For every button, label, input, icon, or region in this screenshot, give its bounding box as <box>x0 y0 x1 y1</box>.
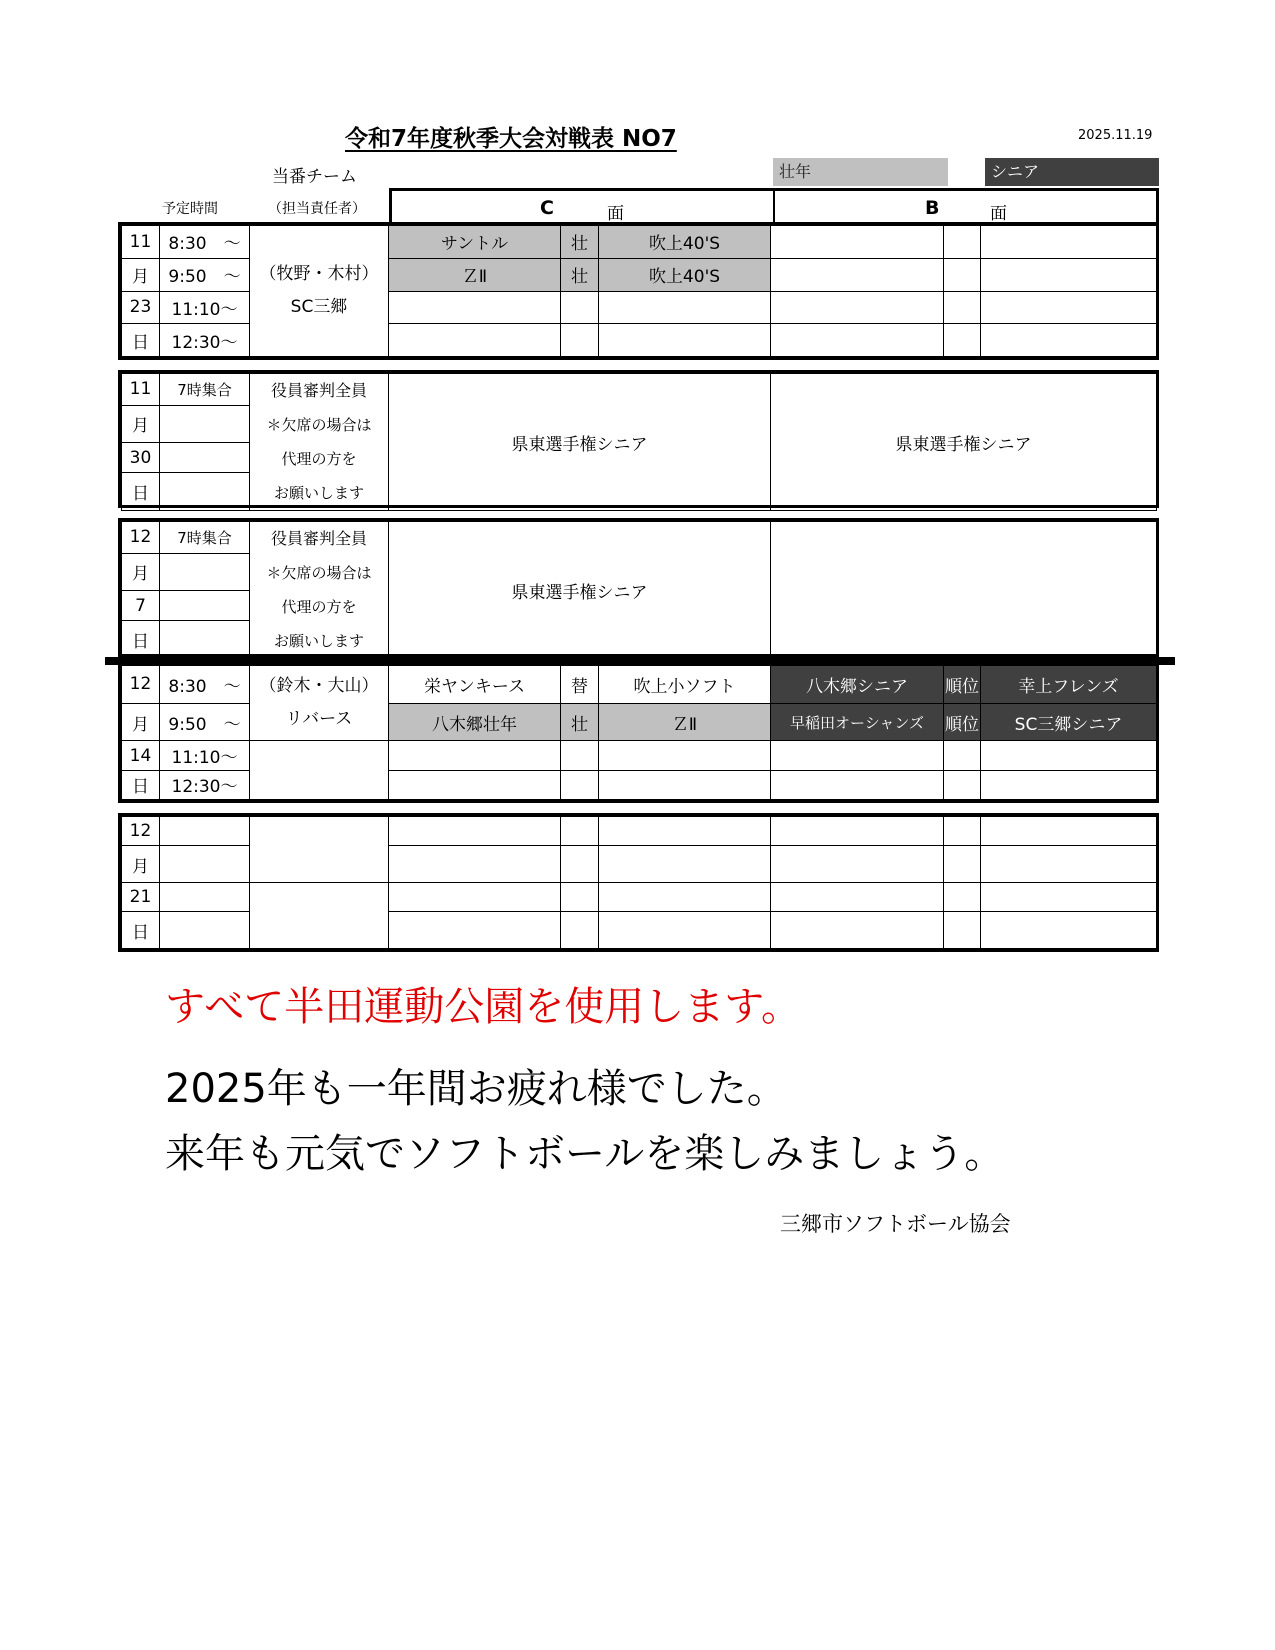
b-team-b <box>981 258 1157 291</box>
tanto-cell <box>250 226 389 357</box>
tanto-line: 代理の方を <box>281 450 357 468</box>
legend-senior: シニア <box>985 158 1159 186</box>
b-match-mark <box>944 741 981 770</box>
time-slot-empty <box>160 591 250 621</box>
b-match-mark <box>944 324 981 357</box>
tanto-cell-empty <box>250 882 389 948</box>
face-c-letter: C <box>540 197 554 219</box>
c-match-mark <box>561 741 599 770</box>
event-b-face <box>771 522 1157 659</box>
c-team-b: ＺⅡ <box>599 703 771 741</box>
time-slot: 9:50 ～ <box>160 258 250 291</box>
association-name: 三郷市ソフトボール協会 <box>780 1212 1011 1236</box>
date-cell: 日 <box>122 473 160 511</box>
c-team-b: 吹上40'S <box>599 258 771 291</box>
schedule-block-dec14 <box>118 665 1159 803</box>
date-cell: 23 <box>122 291 160 324</box>
c-team-b <box>599 291 771 324</box>
tanto-line: （牧野・木村） <box>259 264 379 284</box>
c-team-a <box>389 324 561 357</box>
c-team-a: サントル <box>389 226 561 259</box>
b-match-mark <box>944 770 981 799</box>
date-cell: 月 <box>122 553 160 590</box>
date-cell: 30 <box>122 443 160 473</box>
closing-message-line1: 2025年も一年間お疲れ様でした。 <box>165 1066 787 1112</box>
empty-cell <box>981 882 1157 911</box>
thick-separator <box>105 657 1175 665</box>
tanto-line: 役員審判全員 <box>270 381 367 400</box>
issue-date: 2025.11.19 <box>1078 128 1153 143</box>
c-team-a: ＺⅡ <box>389 258 561 291</box>
toban-label: 当番チーム <box>272 167 357 187</box>
date-cell: 14 <box>122 741 160 770</box>
empty-cell <box>981 817 1157 846</box>
b-team-b <box>981 226 1157 259</box>
empty-cell <box>561 882 599 911</box>
empty-cell <box>944 912 981 949</box>
date-cell: 日 <box>122 324 160 357</box>
b-match-mark: 順位 <box>944 703 981 741</box>
time-slot-empty <box>160 443 250 473</box>
time-slot: 9:50 ～ <box>160 703 250 741</box>
face-b-letter: B <box>925 197 940 219</box>
c-team-b: 吹上40'S <box>599 226 771 259</box>
time-slot-empty <box>160 405 250 442</box>
c-team-a: 八木郷壮年 <box>389 703 561 741</box>
time-slot: 12:30～ <box>160 324 250 357</box>
empty-cell <box>599 882 771 911</box>
b-match-mark <box>944 291 981 324</box>
event-c-face: 県東選手権シニア <box>389 522 771 659</box>
empty-cell <box>944 846 981 883</box>
empty-cell <box>389 882 561 911</box>
empty-cell <box>561 817 599 846</box>
b-match-mark <box>944 226 981 259</box>
b-team-a: 早稲田オーシャンズ <box>771 703 944 741</box>
legend-sonen: 壮年 <box>773 158 948 186</box>
empty-cell <box>771 817 944 846</box>
c-match-mark <box>561 324 599 357</box>
tanto-line: お願いします <box>273 484 364 502</box>
b-team-b <box>981 324 1157 357</box>
b-team-a <box>771 770 944 799</box>
date-cell: 日 <box>122 912 160 949</box>
date-cell: 月 <box>122 846 160 883</box>
c-match-mark: 壮 <box>561 258 599 291</box>
c-team-b <box>599 741 771 770</box>
time-slot-empty <box>160 846 250 883</box>
b-team-a <box>771 741 944 770</box>
empty-cell <box>599 817 771 846</box>
time-slot: 11:10～ <box>160 291 250 324</box>
b-team-b: SC三郷シニア <box>981 703 1157 741</box>
empty-cell <box>389 912 561 949</box>
col-header-time: 予定時間 <box>162 201 218 217</box>
schedule-block-nov23 <box>118 222 1159 360</box>
venue-notice: すべて半田運動公園を使用します。 <box>165 984 801 1030</box>
c-match-mark: 替 <box>561 666 599 704</box>
tanto-line: SC三郷 <box>290 297 348 317</box>
date-cell: 12 <box>122 666 160 704</box>
tanto-cell <box>250 666 389 741</box>
c-match-mark <box>561 291 599 324</box>
page-title: 令和7年度秋季大会対戦表 NO7 <box>345 126 677 152</box>
b-team-a <box>771 291 944 324</box>
c-team-b: 吹上小ソフト <box>599 666 771 704</box>
empty-cell <box>389 846 561 883</box>
tanto-cell <box>250 374 389 511</box>
empty-cell <box>981 912 1157 949</box>
time-slot-empty <box>160 553 250 590</box>
b-team-a <box>771 226 944 259</box>
empty-cell <box>599 846 771 883</box>
empty-cell <box>981 846 1157 883</box>
b-team-b <box>981 291 1157 324</box>
b-match-mark <box>944 258 981 291</box>
face-c-header <box>392 191 773 222</box>
schedule-block-dec21 <box>118 813 1159 952</box>
tanto-line: ＊欠席の場合は <box>266 564 372 582</box>
time-slot-empty <box>160 473 250 511</box>
date-cell: 11 <box>122 226 160 259</box>
face-b-header <box>773 191 1156 222</box>
c-team-b <box>599 324 771 357</box>
time-slot: 8:30 ～ <box>160 666 250 704</box>
c-team-a <box>389 741 561 770</box>
b-team-b <box>981 770 1157 799</box>
date-cell: 21 <box>122 882 160 911</box>
b-team-a <box>771 258 944 291</box>
schedule-block-nov30 <box>118 370 1159 508</box>
empty-cell <box>771 912 944 949</box>
tanto-line: ＊欠席の場合は <box>266 416 372 434</box>
date-cell: 月 <box>122 703 160 741</box>
time-slot-empty <box>160 817 250 846</box>
gather-time: 7時集合 <box>160 522 250 554</box>
c-team-b <box>599 770 771 799</box>
face-c-men: 面 <box>607 204 624 224</box>
empty-cell <box>944 882 981 911</box>
c-team-a: 栄ヤンキース <box>389 666 561 704</box>
c-match-mark <box>561 770 599 799</box>
tanto-cell-empty <box>250 817 389 883</box>
col-header-tanto: （担当責任者） <box>268 201 366 217</box>
c-team-a <box>389 770 561 799</box>
c-match-mark: 壮 <box>561 703 599 741</box>
date-cell: 11 <box>122 374 160 406</box>
schedule-block-dec7 <box>118 518 1159 657</box>
c-team-a <box>389 291 561 324</box>
tanto-cell-empty <box>250 741 389 800</box>
time-slot-empty <box>160 621 250 659</box>
empty-cell <box>561 912 599 949</box>
date-cell: 月 <box>122 258 160 291</box>
date-cell: 月 <box>122 405 160 442</box>
tanto-line: （鈴木・大山） <box>259 676 379 697</box>
time-slot: 8:30 ～ <box>160 226 250 259</box>
gather-time: 7時集合 <box>160 374 250 406</box>
empty-cell <box>561 846 599 883</box>
empty-cell <box>599 912 771 949</box>
time-slot-empty <box>160 882 250 911</box>
date-cell: 7 <box>122 591 160 621</box>
tanto-line: 役員審判全員 <box>270 529 367 548</box>
tanto-line: 代理の方を <box>281 598 357 616</box>
empty-cell <box>771 882 944 911</box>
event-c-face: 県東選手権シニア <box>389 374 771 511</box>
b-team-a <box>771 324 944 357</box>
b-team-b <box>981 741 1157 770</box>
c-match-mark: 壮 <box>561 226 599 259</box>
event-b-face: 県東選手権シニア <box>771 374 1157 511</box>
time-slot-empty <box>160 912 250 949</box>
b-team-a: 八木郷シニア <box>771 666 944 704</box>
tanto-line: リバース <box>285 709 353 730</box>
face-header-row <box>389 188 1159 222</box>
face-b-men: 面 <box>990 204 1007 224</box>
date-cell: 日 <box>122 770 160 799</box>
date-cell: 12 <box>122 522 160 554</box>
date-cell: 日 <box>122 621 160 659</box>
time-slot: 11:10～ <box>160 741 250 770</box>
tanto-line: お願いします <box>273 632 364 650</box>
empty-cell <box>944 817 981 846</box>
tanto-cell <box>250 522 389 659</box>
time-slot: 12:30～ <box>160 770 250 799</box>
empty-cell <box>771 846 944 883</box>
closing-message-line2: 来年も元気でソフトボールを楽しみましょう。 <box>165 1131 1005 1177</box>
date-cell: 12 <box>122 817 160 846</box>
b-match-mark: 順位 <box>944 666 981 704</box>
empty-cell <box>389 817 561 846</box>
b-team-b: 幸上フレンズ <box>981 666 1157 704</box>
